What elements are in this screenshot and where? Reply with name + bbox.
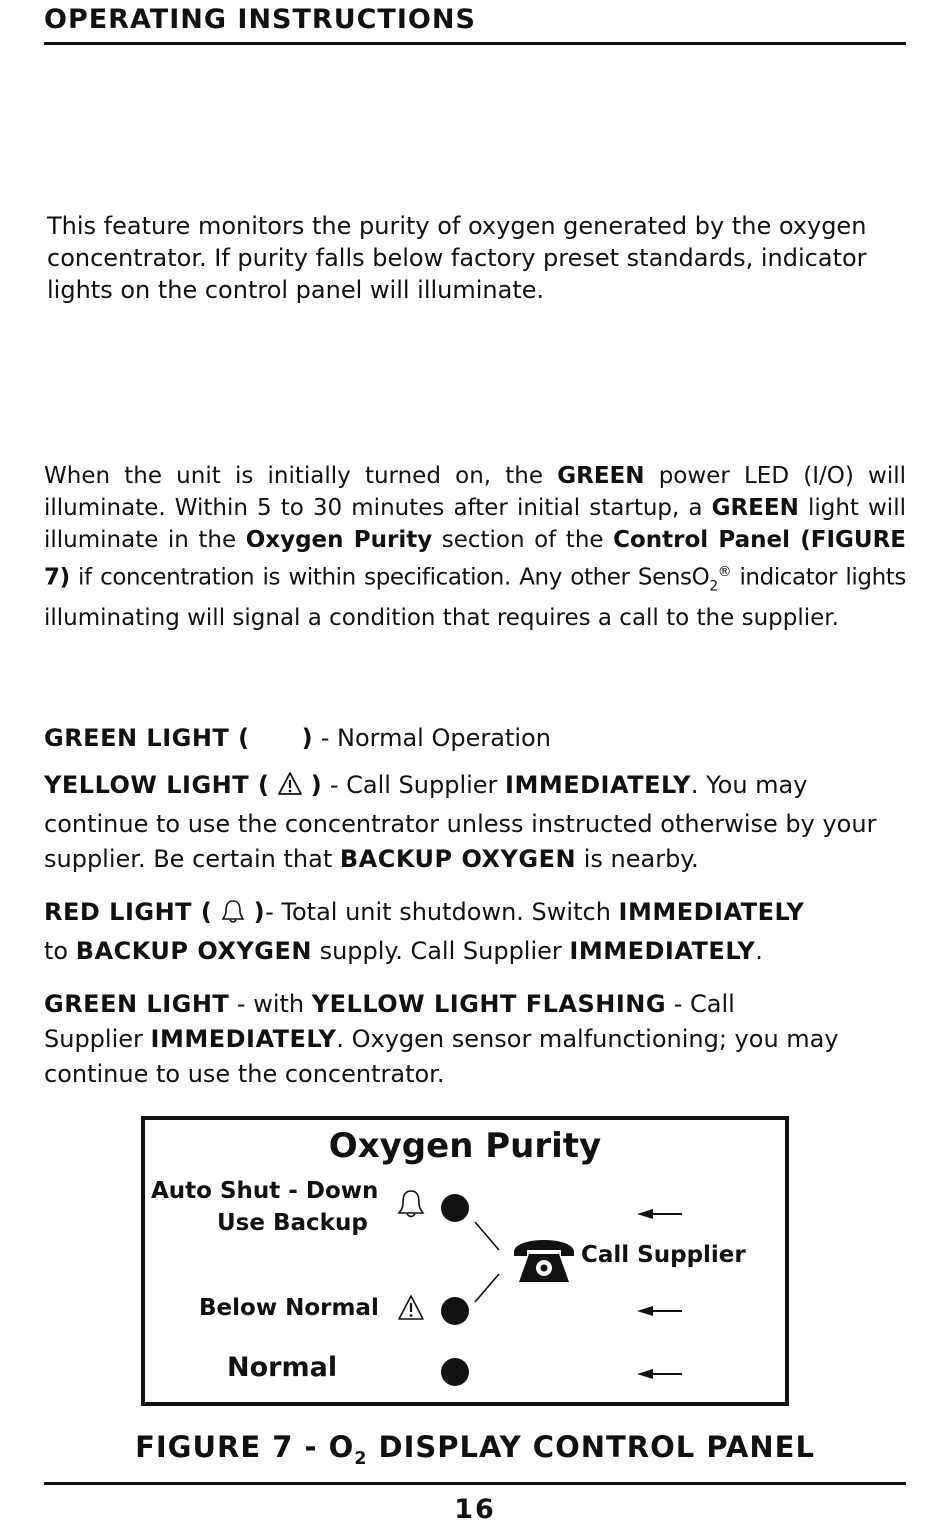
call-supplier-label: Call Supplier <box>581 1242 746 1268</box>
paragraph2-line-4: 7) if concentration is within specification. Any other SensO$_2$® indicator lights <box>44 564 906 595</box>
connector-lines <box>471 1218 511 1308</box>
footer-rule <box>44 1482 906 1485</box>
warning-icon <box>397 1294 425 1326</box>
telephone-icon <box>511 1238 577 1290</box>
figure-caption: FIGURE $7 - O_2$ DISPLAY CONTROL PANEL <box>135 1430 815 1469</box>
paragraph2-line-3: illuminate in the Oxygen Purity section of the Control Panel (FIGURE <box>44 527 907 553</box>
below-normal-label: Below Normal <box>199 1295 379 1321</box>
red-light-item: RED LIGHT ( )- Total unit shutdown. Switch IMMEDIATELY to BACKUP OXYGEN supply. Call Supplier IMMEDIATELY. <box>44 898 805 965</box>
purity-description <box>47 210 877 306</box>
startup-description <box>44 460 906 634</box>
panel-title: Oxygen Purity <box>328 1126 602 1166</box>
paragraph1-line: lights on the control panel will illuminate. <box>47 276 545 304</box>
oxygen-purity-panel <box>141 1116 789 1406</box>
normal-label: Normal <box>227 1352 338 1383</box>
arrow-left-icon <box>637 1368 683 1380</box>
yellow-light-item: YELLOW LIGHT ( ) - Call Supplier IMMEDIATELY. You may continue to use the concentrator unless instructed otherwise by your supplier. Be certain that BACKUP OXYGEN is nearby. <box>44 771 877 873</box>
arrow-left-icon <box>637 1208 683 1220</box>
red-indicator-light <box>441 1194 469 1222</box>
auto-shutdown-label: Auto Shut - Down <box>151 1178 379 1204</box>
page-number: 16 <box>454 1494 496 1525</box>
paragraph2-line-1: When the unit is initially turned on, the GREEN power LED (I/O) will <box>44 463 906 489</box>
yellow-indicator-light <box>441 1297 469 1325</box>
page-header-title: OPERATING INSTRUCTIONS <box>44 4 476 35</box>
paragraph2-line-2: illuminate. Within 5 to 30 minutes after initial startup, a GREEN light will <box>44 495 906 521</box>
paragraph1-line: This feature monitors the purity of oxygen generated by the oxygen <box>47 212 867 240</box>
warning-icon <box>277 771 303 807</box>
arrow-left-icon <box>637 1305 683 1317</box>
bell-icon <box>220 898 246 934</box>
bell-icon <box>397 1188 425 1224</box>
header-rule <box>44 42 906 45</box>
green-light-item: GREEN LIGHT ( ) - Normal Operation <box>44 724 551 752</box>
green-indicator-light <box>441 1358 469 1386</box>
use-backup-label: Use Backup <box>217 1210 368 1236</box>
paragraph1-line: concentrator. If purity falls below factory preset standards, indicator <box>47 244 867 272</box>
light-descriptions <box>44 721 906 1092</box>
paragraph2-line-5: illuminating will signal a condition that requires a call to the supplier. <box>44 605 839 632</box>
green-flashing-item: GREEN LIGHT - with YELLOW LIGHT FLASHING - Call Supplier IMMEDIATELY. Oxygen sensor malfunctioning; you may continue to use the concentrator. <box>44 990 839 1088</box>
